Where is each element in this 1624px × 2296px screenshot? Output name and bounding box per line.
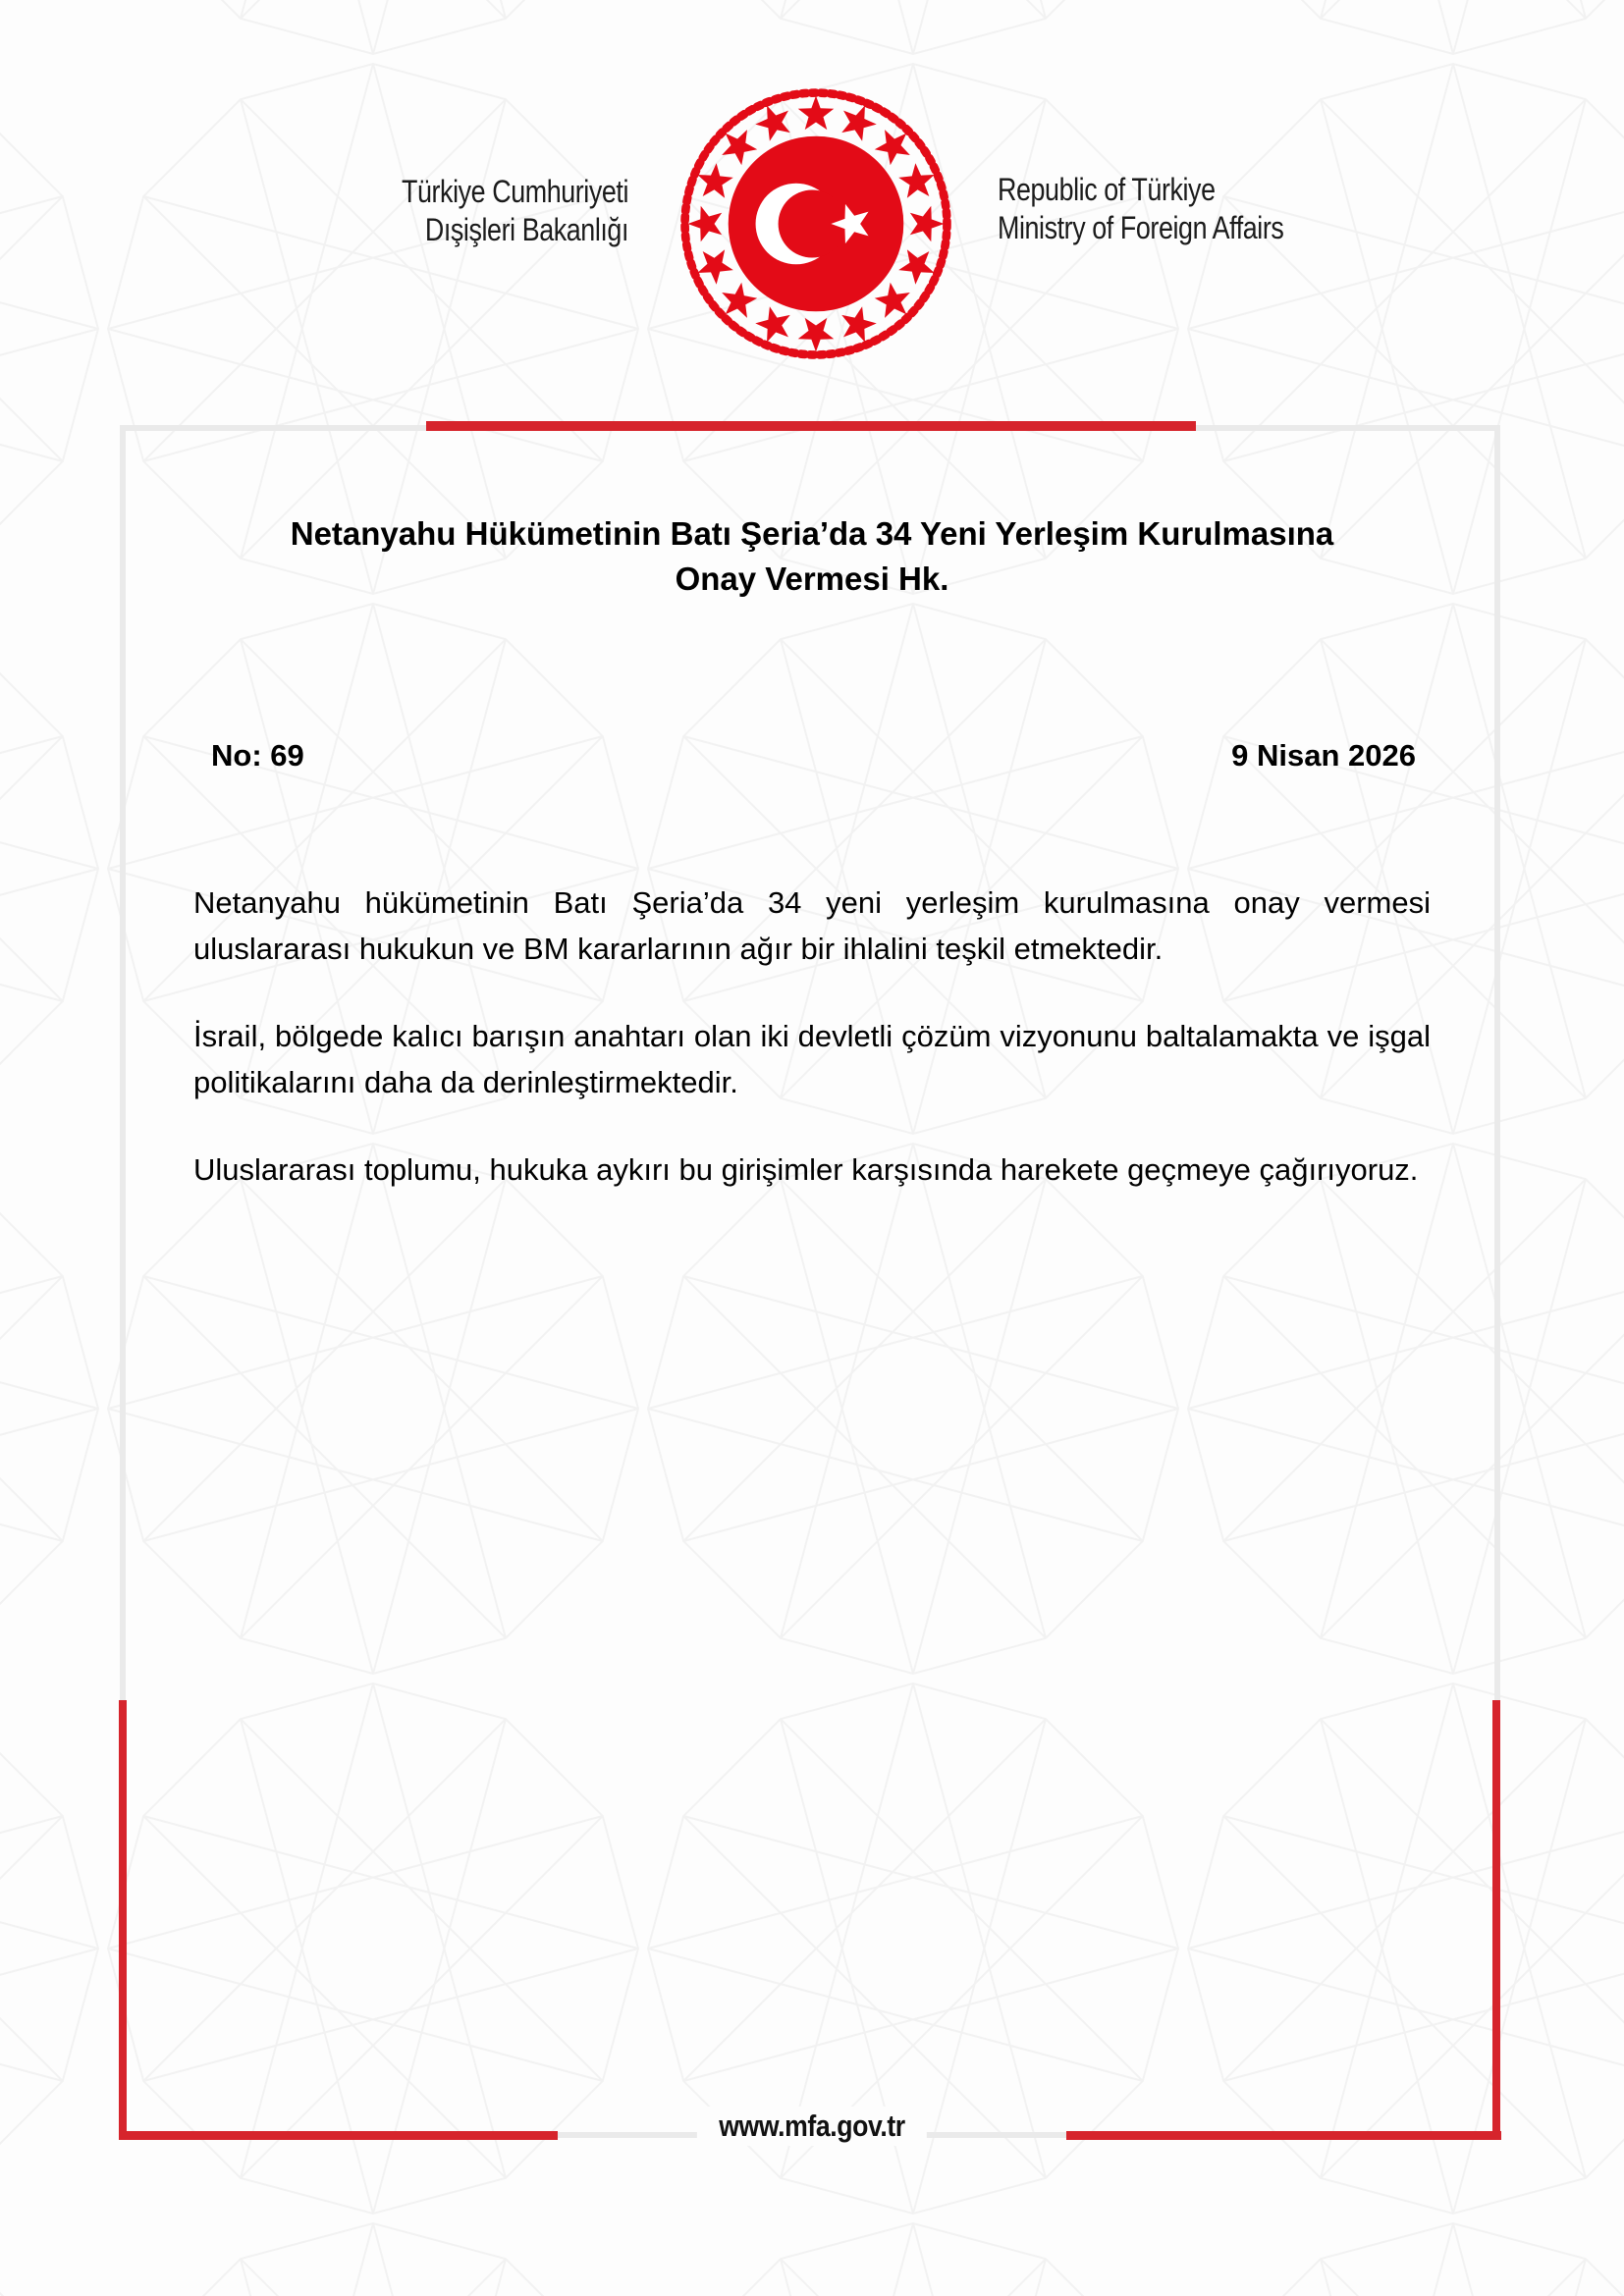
page-title-line2: Onay Vermesi Hk. (675, 561, 949, 597)
accent-border-right (1492, 1700, 1500, 2140)
header-right-line1: Republic of Türkiye (998, 172, 1216, 207)
accent-border-left (119, 1700, 127, 2140)
document-meta-row (211, 738, 1416, 774)
document-frame (120, 425, 1500, 2135)
body-paragraph: Netanyahu hükümetinin Batı Şeria’da 34 yeni yerleşim kurulmasına onay vermesi uluslararası hukukun ve BM kararlarının ağır bir ihlalini teşkil etmektedir. (193, 885, 1431, 966)
accent-border-bottom-right (1066, 2131, 1501, 2140)
document-date: 9 Nisan 2026 (1231, 738, 1416, 773)
page-title-line1: Netanyahu Hükümetinin Batı Şeria’da 34 Yeni Yerleşim Kurulmasına (290, 515, 1334, 552)
header-left-line2: Dışişleri Bakanlığı (424, 212, 628, 247)
footer-website: www.mfa.gov.tr (697, 2107, 927, 2146)
body-paragraph: Uluslararası toplumu, hukuka aykırı bu girişimler karşısında harekete geçmeye çağırıyoruz. (193, 1152, 1419, 1187)
header-left-title (199, 173, 628, 249)
accent-border-bottom-left (119, 2131, 558, 2140)
accent-bar-top (426, 421, 1196, 431)
turkiye-mfa-emblem-icon (675, 82, 957, 365)
header-right-title (998, 171, 1459, 247)
document-number: No: 69 (211, 738, 304, 773)
statement-body (193, 880, 1431, 1234)
header-right-line2: Ministry of Foreign Affairs (998, 210, 1284, 245)
header-left-line1: Türkiye Cumhuriyeti (401, 174, 628, 209)
page-title (193, 511, 1431, 602)
body-paragraph: İsrail, bölgede kalıcı barışın anahtarı olan iki devletli çözüm vizyonunu baltalamakta ve işgal politikalarını daha da derinleştirmektedir. (193, 1019, 1431, 1099)
